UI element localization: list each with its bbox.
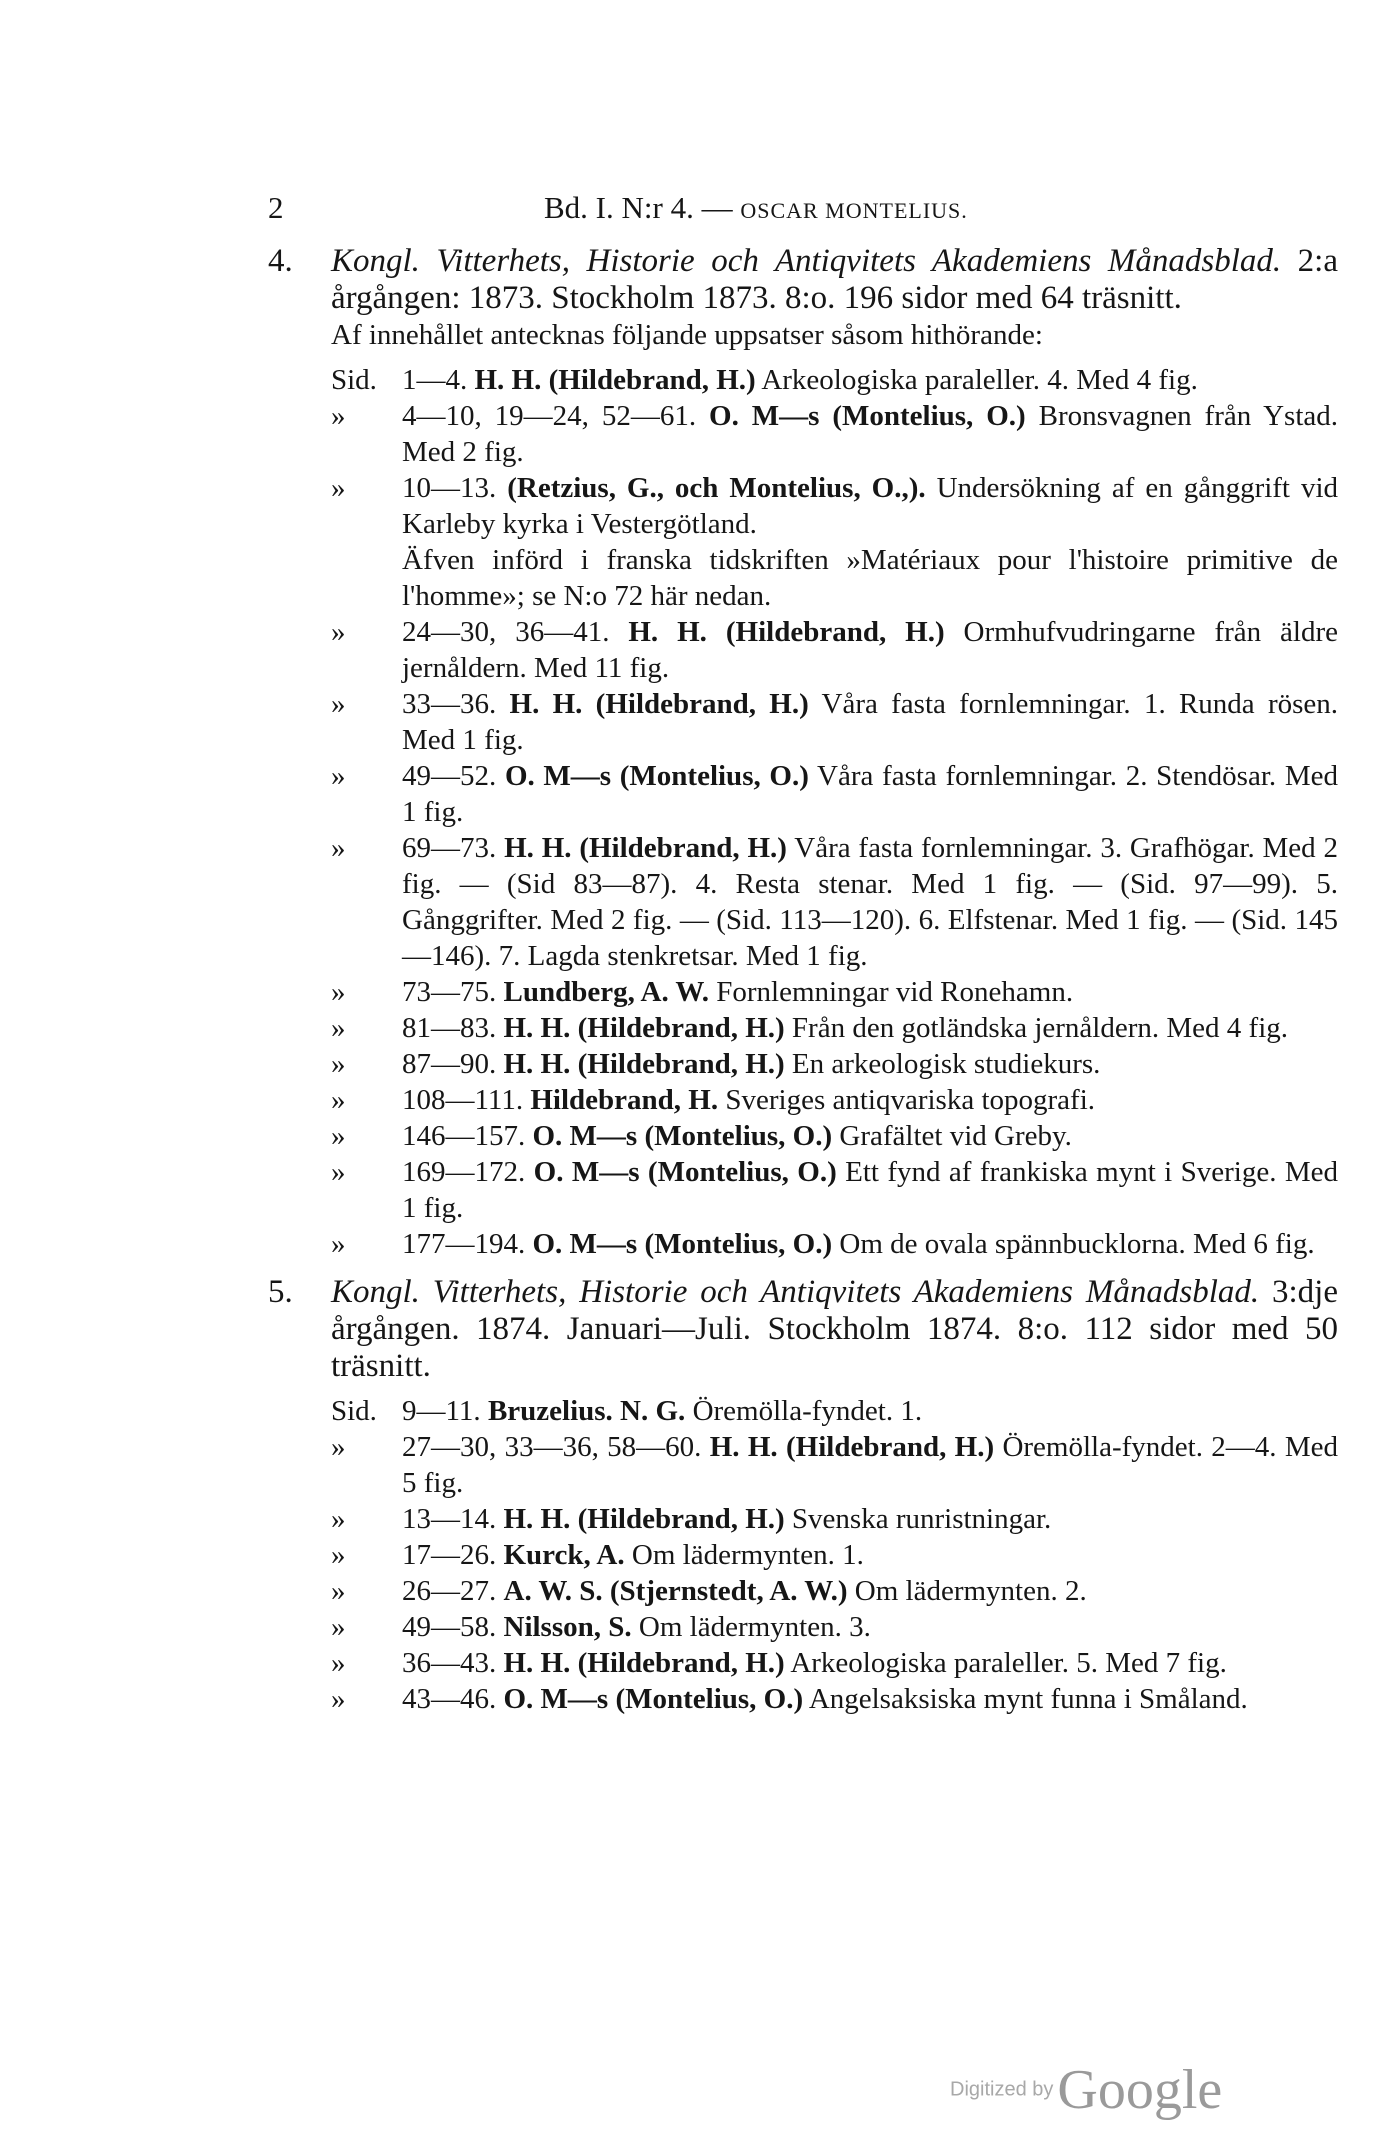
item-label: »: [331, 1539, 346, 1571]
item-title: Ormhufvudringarne från äldre jernåldern. Med 11 fig.: [402, 616, 1338, 684]
entry-title-italic: Kongl. Vitterhets, Historie och Antiqvitets Akademiens Månadsblad.: [331, 243, 1282, 279]
item-author: O. M—s (Montelius, O.): [503, 1683, 804, 1715]
header-volume: Bd. I. N:r 4. —: [544, 190, 733, 225]
item-label: »: [331, 1647, 346, 1679]
item-title: Äfven införd i franska tidskriften »Matériaux pour l'histoire primitive de l'homme»; se N:o 72 här nedan.: [402, 544, 1338, 612]
item-author: O. M—s (Montelius, O.): [504, 760, 809, 792]
item-pages: 87—90.: [402, 1048, 497, 1080]
item-label: »: [331, 1120, 346, 1152]
item-pages: 9—11.: [402, 1395, 481, 1427]
item-author: Nilsson, S.: [503, 1611, 632, 1643]
bibliography-entry: [268, 243, 1338, 354]
item-label: »: [331, 1048, 346, 1080]
contents-item: [268, 1154, 1338, 1226]
bibliography-entry: [268, 1274, 1338, 1385]
item-author: H. H. (Hildebrand, H.): [503, 1647, 785, 1679]
contents-item: [268, 542, 1338, 614]
item-title: En arkeologisk studiekurs.: [791, 1048, 1101, 1080]
item-author: A. W. S. (Stjernstedt, A. W.): [503, 1575, 848, 1607]
item-title: Svenska runristningar.: [791, 1503, 1052, 1535]
contents-item: [268, 1573, 1338, 1609]
running-header: [268, 190, 1338, 234]
item-label: »: [331, 1012, 346, 1044]
contents-item: [268, 362, 1338, 398]
item-title: Grafältet vid Greby.: [839, 1120, 1072, 1152]
item-label: Sid.: [331, 364, 377, 396]
item-author: H. H. (Hildebrand, H.): [509, 688, 809, 720]
item-author: H. H. (Hildebrand, H.): [503, 1503, 785, 1535]
item-title: Arkeologiska paraleller. 5. Med 7 fig.: [790, 1647, 1227, 1679]
item-label: »: [331, 400, 346, 432]
item-author: H. H. (Hildebrand, H.): [504, 832, 787, 864]
entry-title: [331, 1274, 1338, 1385]
item-pages: 26—27.: [402, 1575, 497, 1607]
contents-item: [268, 1537, 1338, 1573]
item-pages: 49—52.: [402, 760, 497, 792]
digitized-by-watermark: [950, 2058, 1222, 2122]
contents-item: [268, 614, 1338, 686]
item-author: H. H. (Hildebrand, H.): [474, 364, 756, 396]
item-pages: 4—10, 19—24, 52—61.: [402, 400, 697, 432]
contents-item: [268, 470, 1338, 542]
item-author: H. H. (Hildebrand, H.): [709, 1431, 995, 1463]
item-label: »: [331, 1431, 346, 1463]
item-pages: 33—36.: [402, 688, 497, 720]
item-title: Öremölla-fyndet. 1.: [692, 1395, 923, 1427]
contents-item: [268, 1082, 1338, 1118]
entry-title-details: 2:a årgången: 1873. Stockholm 1873. 8:o. 196 sidor med 64 träsnitt.: [331, 243, 1338, 316]
item-pages: 24—30, 36—41.: [402, 616, 610, 648]
item-pages: 108—111.: [402, 1084, 524, 1116]
contents-item: [268, 1609, 1338, 1645]
item-label: »: [331, 832, 346, 864]
item-pages: 13—14.: [402, 1503, 497, 1535]
entry-number: 5.: [268, 1274, 293, 1310]
contents-item: [268, 830, 1338, 974]
item-author: O. M—s (Montelius, O.): [532, 1228, 833, 1260]
item-label: »: [331, 1683, 346, 1715]
item-title: Om lädermynten. 2.: [854, 1575, 1087, 1607]
item-title: Öremölla-fyndet. 2—4. Med 5 fig.: [402, 1431, 1339, 1499]
item-author: O. M—s (Montelius, O.): [709, 400, 1026, 432]
contents-item: [268, 1681, 1338, 1717]
contents-item: [268, 398, 1338, 470]
item-pages: 69—73.: [402, 832, 497, 864]
item-title: Sveriges antiqvariska topografi.: [725, 1084, 1096, 1116]
item-title: Om de ovala spännbucklorna. Med 6 fig.: [839, 1228, 1315, 1260]
item-author: H. H. (Hildebrand, H.): [503, 1012, 785, 1044]
item-pages: 146—157.: [402, 1120, 526, 1152]
entry-title-italic: Kongl. Vitterhets, Historie och Antiqvitets Akademiens Månadsblad.: [331, 1274, 1260, 1310]
entry-title: [331, 243, 1338, 317]
item-label: »: [331, 1084, 346, 1116]
item-title: Bronsvagnen från Ystad. Med 2 fig.: [402, 400, 1338, 468]
item-pages: 73—75.: [402, 976, 497, 1008]
header-author: OSCAR MONTELIUS.: [740, 198, 968, 223]
contents-item: [268, 686, 1338, 758]
item-title: Våra fasta fornlemningar. 2. Stendösar. Med 1 fig.: [402, 760, 1338, 828]
item-author: Lundberg, A. W.: [503, 976, 710, 1008]
item-author: Bruzelius. N. G.: [487, 1395, 686, 1427]
item-title: Våra fasta fornlemningar. 3. Grafhögar. Med 2 fig. — (Sid 83—87). 4. Resta stenar. Med 1 fig. — (Sid. 97—99). 5. Gånggrifter. Med 2 fig. — (Sid. 113—120). 6. Elfstenar. Med 1 fig. — (Sid. 145—146). 7. Lagda stenkretsar. Med 1 fig.: [402, 832, 1338, 972]
item-pages: 43—46.: [402, 1683, 497, 1715]
contents-item: [268, 1010, 1338, 1046]
item-title: Om lädermynten. 3.: [638, 1611, 871, 1643]
item-title: Fornlemningar vid Ronehamn.: [716, 976, 1074, 1008]
item-pages: 10—13.: [402, 472, 497, 504]
contents-item: [268, 1393, 1338, 1429]
item-label: »: [331, 1156, 346, 1188]
item-title: Om lädermynten. 1.: [631, 1539, 864, 1571]
item-label: Sid.: [331, 1395, 377, 1427]
contents-item: [268, 1645, 1338, 1681]
item-author: O. M—s (Montelius, O.): [532, 1120, 833, 1152]
entry-note: Af innehållet antecknas följande uppsatser såsom hithörande:: [331, 319, 1043, 351]
item-author: O. M—s (Montelius, O.): [533, 1156, 837, 1188]
item-author: Kurck, A.: [503, 1539, 625, 1571]
contents-item: [268, 1429, 1338, 1501]
item-title: Undersökning af en gånggrift vid Karleby kyrka i Vestergötland.: [402, 472, 1339, 540]
item-label: »: [331, 616, 346, 648]
watermark-brand: Google: [1057, 2059, 1223, 2121]
contents-item: [268, 1118, 1338, 1154]
header-text: [544, 190, 968, 226]
item-label: »: [331, 1228, 346, 1260]
contents-item: [268, 1226, 1338, 1262]
item-author: H. H. (Hildebrand, H.): [503, 1048, 785, 1080]
item-pages: 177—194.: [402, 1228, 526, 1260]
item-label: »: [331, 1611, 346, 1643]
item-author: Hildebrand, H.: [530, 1084, 719, 1116]
watermark-prefix: Digitized by: [950, 2078, 1054, 2101]
item-title: Angelsaksiska mynt funna i Småland.: [808, 1683, 1248, 1715]
item-title: Från den gotländska jernåldern. Med 4 fig.: [791, 1012, 1289, 1044]
item-label: »: [331, 976, 346, 1008]
item-pages: 169—172.: [402, 1156, 526, 1188]
item-title: Våra fasta fornlemningar. 1. Runda rösen. Med 1 fig.: [402, 688, 1339, 756]
item-author: (Retzius, G., och Montelius, O.,).: [507, 472, 926, 504]
item-label: »: [331, 1503, 346, 1535]
page-number: 2: [268, 190, 284, 225]
item-label: »: [331, 688, 346, 720]
item-label: »: [331, 1575, 346, 1607]
entry-spacer: [268, 1262, 1338, 1274]
contents-item: [268, 1046, 1338, 1082]
item-pages: 1—4.: [402, 364, 468, 396]
entry-title-details: 3:dje årgången. 1874. Januari—Juli. Stockholm 1874. 8:o. 112 sidor med 50 träsnitt.: [331, 1274, 1338, 1384]
item-pages: 36—43.: [402, 1647, 497, 1679]
item-author: H. H. (Hildebrand, H.): [628, 616, 945, 648]
item-pages: 49—58.: [402, 1611, 497, 1643]
contents-item: [268, 974, 1338, 1010]
item-title: Arkeologiska paraleller. 4. Med 4 fig.: [761, 364, 1198, 396]
item-label: »: [331, 760, 346, 792]
entry-number: 4.: [268, 243, 293, 279]
entry-spacer: [268, 1717, 1338, 1729]
item-title: Ett fynd af frankiska mynt i Sverige. Med 1 fig.: [402, 1156, 1339, 1224]
bibliography-list: [268, 243, 1338, 1729]
item-pages: 17—26.: [402, 1539, 497, 1571]
item-label: »: [331, 472, 346, 504]
item-pages: 81—83.: [402, 1012, 497, 1044]
item-pages: 27—30, 33—36, 58—60.: [402, 1431, 702, 1463]
contents-item: [268, 1501, 1338, 1537]
contents-item: [268, 758, 1338, 830]
